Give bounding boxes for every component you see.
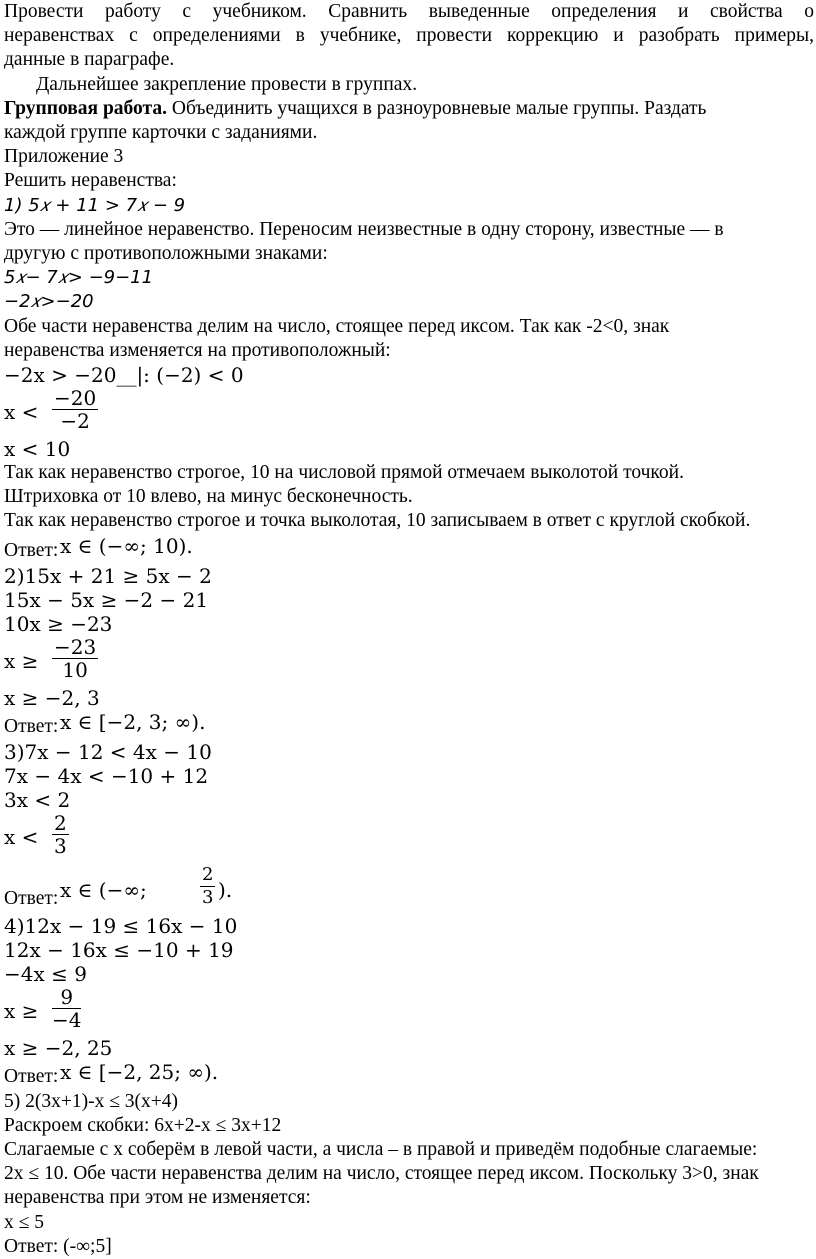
ex2-line-1: 2)15x + 21 ≥ 5x − 2 xyxy=(4,563,212,588)
ex1-paragraph-1b: другую с противоположными знаками: xyxy=(4,243,328,265)
ex3-answer-label: Ответ: xyxy=(4,887,59,909)
ex3-line-3: 3x < 2 xyxy=(4,787,71,812)
ex4-answer-label: Ответ: xyxy=(4,1065,59,1087)
ex4-line-1: 4)12x − 19 ≤ 16x − 10 xyxy=(4,913,238,938)
group-work-heading: Групповая работа. xyxy=(4,97,167,119)
ex3-answer xyxy=(4,862,814,914)
ex3-answer-tail: ). xyxy=(218,877,233,902)
ex1-paragraph-1a: Это — линейное неравенство. Переносим неизвестные в одну сторону, известные — в xyxy=(4,218,724,240)
ex3-answer-denominator: 3 xyxy=(202,886,214,908)
ex2-line-3: 10x ≥ −23 xyxy=(4,611,113,636)
ex4-line-3: −4x ≤ 9 xyxy=(4,961,87,986)
ex3-answer-numerator: 2 xyxy=(202,863,214,885)
ex3-answer-math: x ∈ (−∞; xyxy=(60,877,147,902)
document-page xyxy=(4,0,814,1259)
ex1-fraction-lhs: x < xyxy=(4,400,39,425)
ex2-line-2: 15x − 5x ≥ −2 − 21 xyxy=(4,587,209,612)
ex4-answer xyxy=(4,1060,814,1090)
intro-line-3: данные в параграфе. xyxy=(4,49,175,71)
ex1-fraction xyxy=(52,387,98,432)
intro-line-1: Провести работу с учебником. Сравнить выведенные определения и свойства о xyxy=(4,1,814,22)
ex3-fraction-lhs: x < xyxy=(4,824,39,849)
ex3-fraction-line xyxy=(4,812,814,862)
ex4-fraction xyxy=(52,986,81,1031)
intro-line-2: неравенствах с определениями в учебнике, провести коррекцию и разобрать примеры, xyxy=(4,25,814,47)
ex5-result: x ≤ 5 xyxy=(4,1211,44,1233)
ex1-answer xyxy=(4,534,814,564)
ex4-fraction-numerator: 9 xyxy=(60,984,74,1009)
ex5-paragraph-a: Слагаемые с x соберём в левой части, а числа – в правой и приведём подобные слагаемые: xyxy=(4,1139,758,1161)
ex3-fraction xyxy=(52,812,69,857)
ex1-math-line-3: x < 10 xyxy=(4,437,71,462)
ex2-answer-label: Ответ: xyxy=(4,715,59,737)
ex4-answer-math: x ∈ [−2, 25; ∞). xyxy=(60,1059,219,1084)
ex2-fraction-lhs: x ≥ xyxy=(4,648,39,673)
ex3-answer-fraction xyxy=(200,864,215,909)
ex4-fraction-lhs: x ≥ xyxy=(4,998,39,1023)
ex2-fraction-denominator: 10 xyxy=(62,657,88,682)
ex1-answer-math: x ∈ (−∞; 10). xyxy=(60,533,193,558)
ex4-line-2: 12x − 16x ≤ −10 + 19 xyxy=(4,937,234,962)
appendix-label: Приложение 3 xyxy=(4,146,124,168)
ex1-paragraph-2b: неравенства изменяется на противоположный: xyxy=(4,339,391,361)
ex5-paragraph-c: неравенства при этом не изменяется: xyxy=(4,1187,311,1209)
group-work-line-1 xyxy=(4,97,814,121)
ex1-paragraph-4: Штриховка от 10 влево, на минус бесконечность. xyxy=(4,486,413,508)
ex4-line-5: x ≥ −2, 25 xyxy=(4,1035,113,1060)
ex5-answer: Ответ: (-∞;5] xyxy=(4,1235,112,1257)
ex1-paragraph-5: Так как неравенство строгое и точка выколотая, 10 записываем в ответ с круглой скобкой. xyxy=(4,510,751,532)
ex1-fraction-numerator: −20 xyxy=(54,386,97,411)
ex1-fraction-denominator: −2 xyxy=(60,409,90,434)
ex1-step-2: −2𝑥>−20 xyxy=(4,291,94,313)
ex2-answer xyxy=(4,710,814,740)
ex1-math-fraction-line xyxy=(4,387,814,437)
ex3-fraction-numerator: 2 xyxy=(54,810,67,835)
ex2-answer-math: x ∈ [−2, 3; ∞). xyxy=(60,709,206,734)
intro-line-4: Дальнейшее закрепление провести в группах. xyxy=(36,73,418,95)
ex4-fraction-line xyxy=(4,986,814,1036)
task-label: Решить неравенства: xyxy=(4,170,177,192)
group-work-line-2: каждой группе карточки с заданиями. xyxy=(4,122,318,144)
ex2-fraction xyxy=(52,636,98,681)
ex1-paragraph-3: Так как неравенство строгое, 10 на числовой прямой отмечаем выколотой точкой. xyxy=(4,462,684,484)
ex4-fraction-denominator: −4 xyxy=(52,1007,82,1032)
ex3-line-1: 3)7x − 12 < 4x − 10 xyxy=(4,739,212,764)
ex5-open-brackets: Раскроем скобки: 6x+2-x ≤ 3x+12 xyxy=(4,1114,282,1136)
ex2-line-5: x ≥ −2, 3 xyxy=(4,685,100,710)
ex2-fraction-numerator: −23 xyxy=(54,634,97,659)
ex1-math-line-1: −2x > −20__|: (−2) < 0 xyxy=(4,363,244,388)
ex1-step-1: 5𝑥− 7𝑥> −9−11 xyxy=(4,267,154,289)
ex1-answer-label: Ответ: xyxy=(4,539,59,561)
ex5-paragraph-b: 2x ≤ 10. Обе части неравенства делим на число, стоящее перед иксом. Поскольку 3>0, знак xyxy=(4,1163,759,1185)
ex5-statement: 5) 2(3x+1)-x ≤ 3(x+4) xyxy=(4,1090,179,1112)
ex1-statement: 1) 5𝑥 + 11 > 7𝑥 − 9 xyxy=(4,194,186,216)
group-work-text: Объединить учащихся в разноуровневые малые группы. Раздать xyxy=(166,97,707,119)
ex3-fraction-denominator: 3 xyxy=(54,833,67,858)
ex2-fraction-line xyxy=(4,636,814,686)
ex1-paragraph-2a: Обе части неравенства делим на число, стоящее перед иксом. Так как -2<0, знак xyxy=(4,315,670,337)
ex3-line-2: 7x − 4x < −10 + 12 xyxy=(4,763,209,788)
